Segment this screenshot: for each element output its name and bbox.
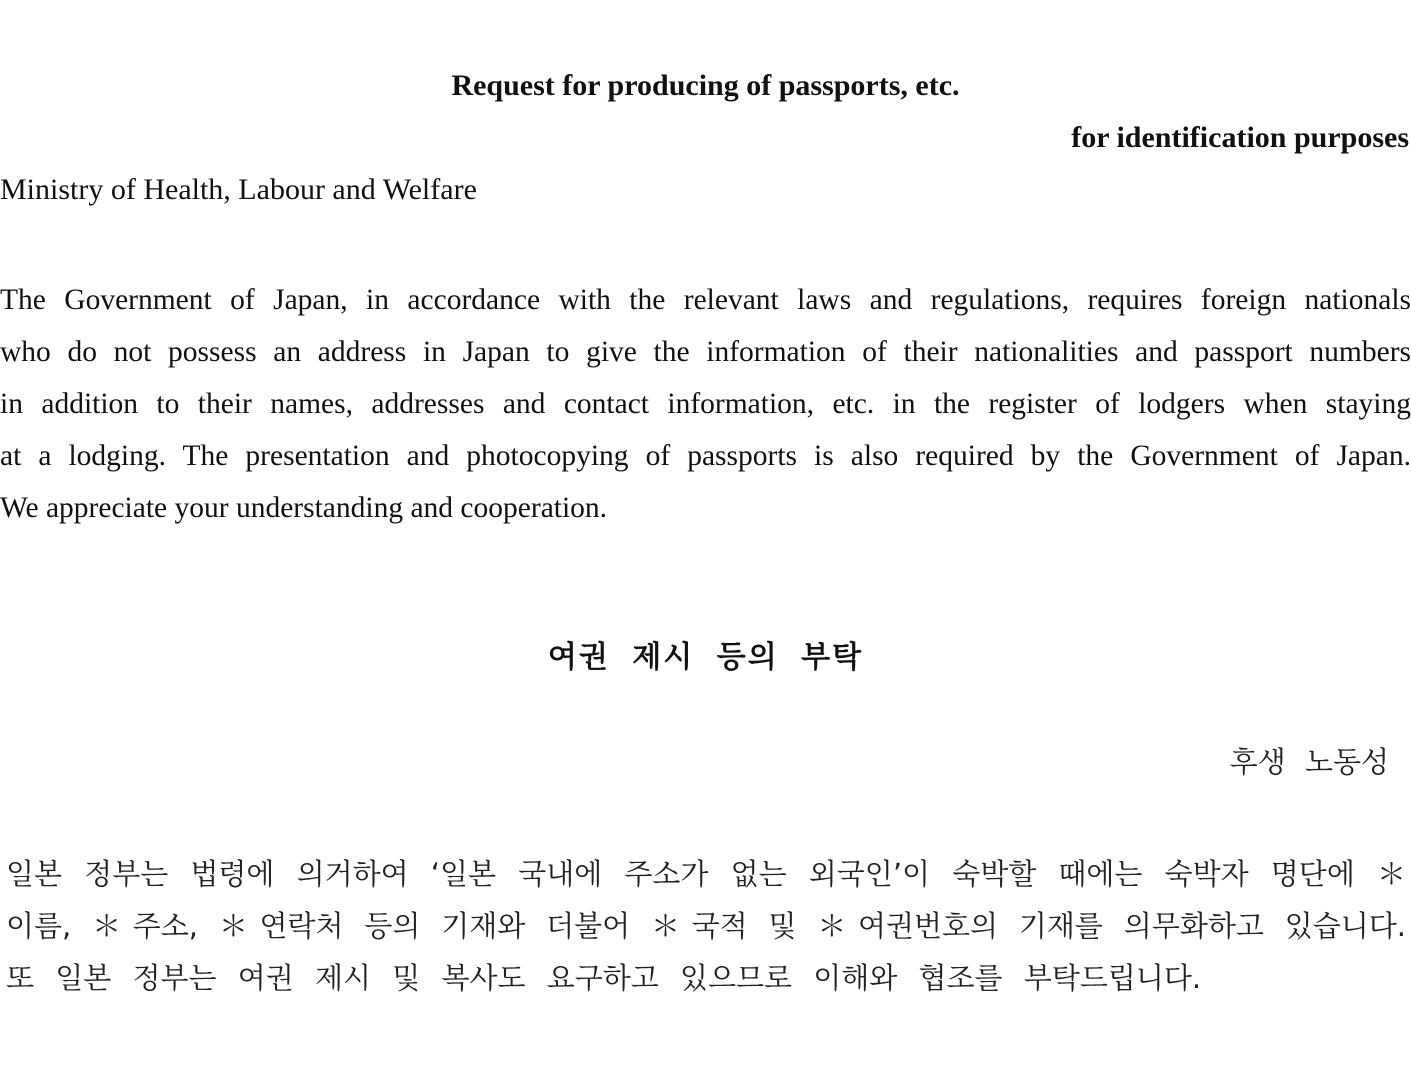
body-english-line-5: We appreciate your understanding and cooperation.	[0, 492, 608, 524]
document-subtitle-english: for identification purposes	[1071, 121, 1409, 154]
body-text-english	[0, 274, 1411, 534]
body-english-line-2: who do not possess an address in Japan to give the information of their nationalities and passport numbers	[0, 336, 1411, 368]
body-text-korean	[6, 848, 1406, 1004]
ministry-name-korean: 후생 노동성	[1229, 745, 1389, 779]
document-title-english: Request for producing of passports, etc.	[451, 69, 960, 102]
body-korean-line-1: 일본 정부는 법령에 의거하여 ‘일본 국내에 주소가 없는 외국인’이 숙박할 때에는 숙박자 명단에 ＊	[6, 857, 1406, 891]
body-english-line-4: at a lodging. The presentation and photocopying of passports is also required by the Government of Japan.	[0, 440, 1411, 472]
body-korean-line-3: 또 일본 정부는 여권 제시 및 복사도 요구하고 있으므로 이해와 협조를 부탁드립니다.	[6, 961, 1202, 995]
ministry-name-english: Ministry of Health, Labour and Welfare	[0, 173, 477, 206]
body-korean-line-2: 이름, ＊주소, ＊연락처 등의 기재와 더불어 ＊국적 및 ＊여권번호의 기재를 의무화하고 있습니다.	[6, 909, 1406, 943]
body-english-line-3: in addition to their names, addresses and contact information, etc. in the register of lodgers when staying	[0, 388, 1411, 420]
document-title-korean: 여권 제시 등의 부탁	[547, 640, 864, 675]
body-english-line-1: The Government of Japan, in accordance with the relevant laws and regulations, requires foreign nationals	[0, 284, 1411, 316]
